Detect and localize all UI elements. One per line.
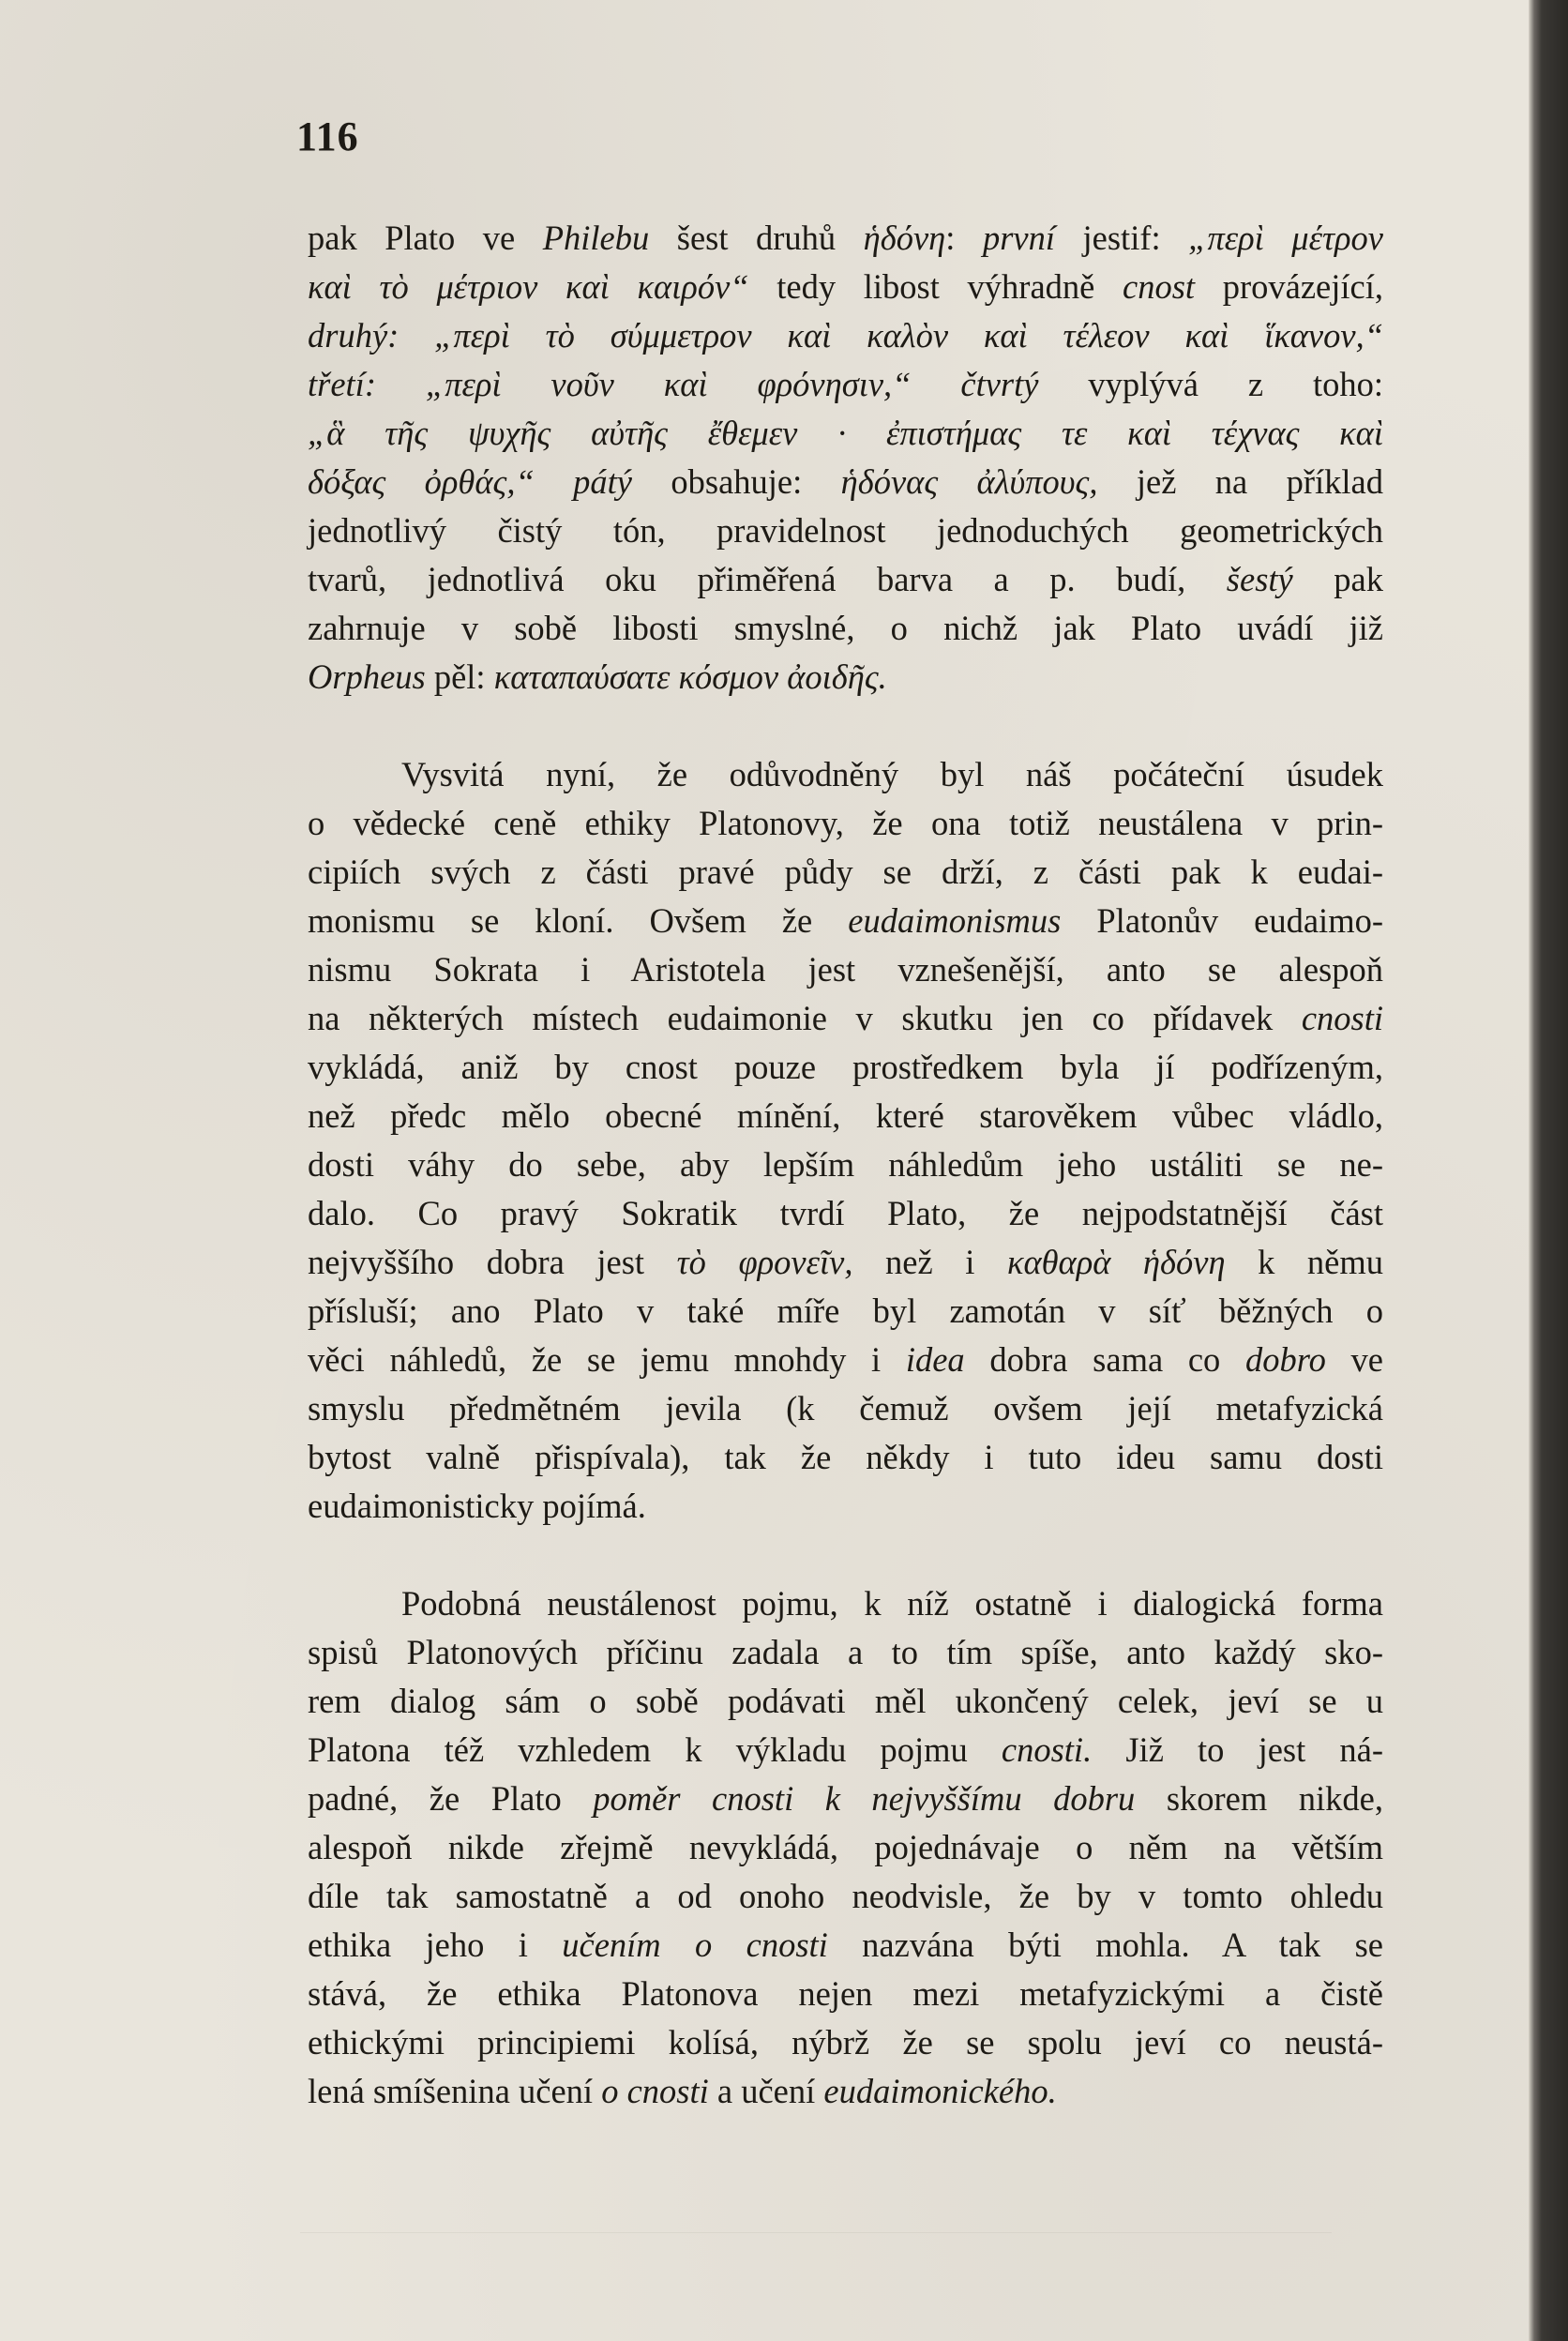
text-line [308,1775,1383,1823]
text-run: smyslu předmětném jevila (k čemuž ovšem její metafyzická [308,1389,1383,1427]
text-run: obsahuje: [632,462,841,501]
text-line [308,1921,1383,1970]
text-line [308,1872,1383,1921]
text-run: dobra sama co [964,1340,1245,1379]
paragraph [308,214,1383,702]
text-line [308,555,1383,604]
book-binding-edge [1529,0,1568,2341]
greek-phrase: δόξας ὀρθάς,“ [308,462,535,501]
text-line [308,1433,1383,1482]
text-run: pak [1292,560,1383,598]
emphasis: druhý: [308,316,400,355]
page-number: 116 [296,113,359,159]
emphasis: první [982,219,1055,257]
text-run: věci náhledů, že se jemu mnohdy i [308,1340,906,1379]
emphasis: Philebu [542,219,650,257]
text-line [308,311,1383,360]
text-line [308,1677,1383,1726]
emphasis: dobro [1245,1340,1326,1379]
text-run: jestif: [1055,219,1189,257]
text-line [308,214,1383,263]
text-run: skorem nikde, [1135,1779,1384,1818]
text-line [308,1482,1383,1531]
text-run: Vysvitá nyní, že odůvodněný byl náš počáteční úsudek [401,755,1383,793]
text-run: provázející, [1195,267,1383,306]
greek-phrase: „περὶ τὸ σύμμετρον καὶ καλὸν καὶ τέλεον καὶ ἵκανον,“ [434,316,1383,355]
text-line [308,1092,1383,1140]
text-run: cipiích svých z části pravé půdy se drží, z části pak k eudai- [308,853,1383,891]
text-line [308,994,1383,1043]
text-run: tedy libost výhradně [748,267,1123,306]
greek-phrase: ἡδόνας ἀλύπους, [840,462,1098,501]
greek-phrase: „περὶ νοῦν καὶ φρόνησιν,“ [425,365,912,403]
text-line [308,2067,1383,2116]
emphasis: eudaimonismus [848,901,1062,940]
text-line [308,1628,1383,1677]
text-line [308,1189,1383,1238]
text-line [308,506,1383,555]
paragraph [308,750,1383,1531]
text-line [308,1287,1383,1336]
paragraph [308,1579,1383,2116]
text-run: vyplývá z toho: [1038,365,1384,403]
emphasis: eudaimonického. [823,2072,1057,2110]
text-run: nazvána býti mohla. A tak se [827,1926,1383,1964]
text-line [308,2018,1383,2067]
text-line [308,458,1383,506]
text-run: zahrnuje v sobě libosti smyslné, o nichž jak Plato uvádí již [308,609,1383,647]
emphasis: pátý [573,462,632,501]
text-run: jednotlivý čistý tón, pravidelnost jednoduchých geometrických [308,511,1383,550]
text-run: k němu [1225,1243,1384,1281]
text-run: vykládá, aniž by cnost pouze prostředkem byla jí podřízeným, [308,1048,1383,1086]
text-run: ve [1325,1340,1383,1379]
paper-shadow [300,2232,1332,2233]
text-run: spisů Platonových příčinu zadala a to tím spíše, anto každý sko- [308,1633,1383,1671]
text-line [308,409,1383,458]
text-run: stává, že ethika Platonova nejen mezi metafyzickými a čistě [308,1974,1383,2013]
text-run: Platonův eudaimo- [1061,901,1383,940]
emphasis: čtvrtý [960,365,1039,403]
text-run: díle tak samostatně a od onoho neodvisle, že by v tomto ohledu [308,1877,1383,1915]
text-run: bytost valně přispívala), tak že někdy i tuto ideu samu dosti [308,1438,1383,1476]
text-run: Již to jest ná- [1092,1730,1384,1769]
text-run: jež na příklad [1097,462,1384,501]
text-run [911,365,960,403]
text-run: než předc mělo obecné mínění, které starověkem vůbec vládlo, [308,1096,1383,1135]
emphasis: o cnosti [601,2072,709,2110]
text-line [308,263,1383,311]
text-run: ethika jeho i [308,1926,563,1964]
greek-phrase: καὶ τὸ μέτριον καὶ καιρόν“ [308,267,749,306]
text-line [308,604,1383,653]
text-line [308,897,1383,945]
text-line [308,1336,1383,1384]
text-run: tvarů, jednotlivá oku přiměřená barva a p. budí, [308,560,1227,598]
emphasis: idea [905,1340,965,1379]
emphasis: poměr cnosti k nejvyššímu dobru [593,1779,1136,1818]
text-run: o vědecké ceně ethiky Platonovy, že ona totiž neustálena v prin- [308,804,1383,842]
emphasis: třetí: [308,365,376,403]
text-run: eudaimonisticky pojímá. [308,1487,646,1525]
text-line [308,653,1383,702]
text-run: než i [852,1243,1007,1281]
text-line [308,360,1383,409]
text-run: padné, že Plato [308,1779,594,1818]
text-run: přísluší; ano Plato v také míře byl zamotán v síť běžných o [308,1291,1383,1330]
text-line [308,1238,1383,1287]
greek-phrase: καταπαύσατε κόσμον ἀοιδῆς. [493,657,887,696]
text-run: : [945,219,983,257]
text-run [376,365,426,403]
text-line [308,848,1383,897]
text-run: dosti váhy do sebe, aby lepším náhledům jeho ustáliti se ne- [308,1145,1383,1184]
text-line [308,799,1383,848]
emphasis: cnost [1123,267,1196,306]
text-run: na některých místech eudaimonie v skutku jen co přídavek [308,999,1302,1037]
emphasis: cnosti. [1001,1730,1093,1769]
text-run: rem dialog sám o sobě podávati měl ukončený celek, jeví se u [308,1682,1383,1720]
text-run: nismu Sokrata i Aristotela jest vznešenější, anto se alespoň [308,950,1383,989]
text-line [308,1970,1383,2018]
greek-phrase: καθαρὰ ἡδόνη [1006,1243,1226,1281]
emphasis: učením o cnosti [562,1926,828,1964]
text-run: Platona též vzhledem k výkladu pojmu [308,1730,1002,1769]
text-run: lená smíšenina učení [308,2072,602,2110]
greek-phrase: ἡδόνη [863,219,946,257]
text-run: pak Plato ve [308,219,543,257]
text-run: Podobná neustálenost pojmu, k níž ostatně i dialogická forma [401,1584,1383,1623]
text-run: a učení [708,2072,824,2110]
text-line [308,1579,1383,1628]
text-run: dalo. Co pravý Sokratik tvrdí Plato, že nejpodstatnější část [308,1194,1383,1232]
text-run [535,462,573,501]
body-text [308,214,1383,2116]
text-run: alespoň nikde zřejmě nevykládá, pojednávaje o něm na větším [308,1828,1383,1866]
greek-phrase: „ἃ τῆς ψυχῆς αὐτῆς ἔθεμεν · ἐπιστήμας τε καὶ τέχνας καὶ [308,414,1383,452]
text-run [399,316,434,355]
text-line [308,945,1383,994]
text-line [308,1140,1383,1189]
emphasis: šestý [1226,560,1293,598]
text-line [308,1043,1383,1092]
greek-phrase: τὸ φρονεῖν, [676,1243,853,1281]
text-run: nejvyššího dobra jest [308,1243,677,1281]
text-line [308,1384,1383,1433]
text-run: ethickými principiemi kolísá, nýbrž že se spolu jeví co neustá- [308,2023,1383,2062]
text-line [308,750,1383,799]
greek-phrase: „περὶ μέτρον [1188,219,1384,257]
emphasis: cnosti [1301,999,1383,1037]
text-line [308,1823,1383,1872]
text-run: pěl: [425,657,494,696]
text-run: monismu se kloní. Ovšem že [308,901,849,940]
text-line [308,1726,1383,1775]
text-run: šest druhů [649,219,864,257]
emphasis: Orpheus [308,657,426,696]
